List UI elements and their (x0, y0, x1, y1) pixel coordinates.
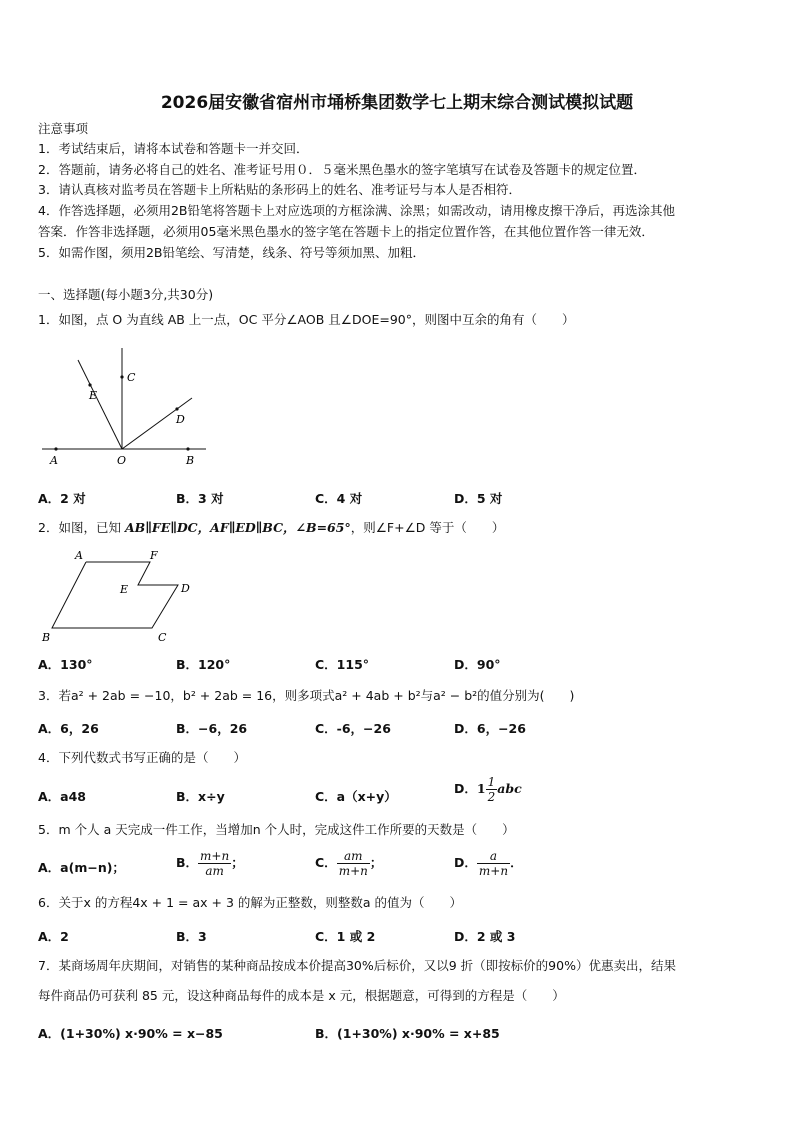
q4-option-a: A．a48 (38, 789, 87, 804)
point-label-e: E (120, 583, 129, 596)
point-label-e: E (89, 389, 98, 402)
q5-option-d-denominator: m+n (478, 864, 509, 878)
q5-option-a: A．a(m−n)； (38, 860, 125, 875)
q4-option-d-numerator: 1 (487, 775, 496, 789)
q5-option-c-label: C． (315, 855, 337, 870)
point-label-f: F (150, 549, 158, 562)
question-6: 6．关于x 的方程4x + 1 = ax + 3 的解为正整数，则整数a 的值为（ ） (38, 895, 463, 910)
notice-item: 1．考试结束后，请将本试卷和答题卡一并交回． (38, 141, 309, 156)
q4-option-d-tail: abc (497, 781, 522, 796)
q1-figure (38, 342, 213, 472)
q5-option-b-numerator: m+n (200, 849, 230, 863)
q6-option-c: C．1 或 2 (315, 929, 376, 944)
point-label-a: A (50, 454, 58, 467)
point-label-b: B (42, 631, 51, 644)
q5-option-d (454, 849, 523, 878)
question-5: 5．m 个人 a 天完成一件工作，当增加n 个人时，完成这件工作所要的天数是（ ） (38, 822, 515, 837)
q4-option-c: C．a（x+y） (315, 789, 397, 804)
point-label-c: C (158, 631, 167, 644)
q7-option-b: B．(1+30%) x·90% = x+85 (315, 1026, 500, 1041)
point-label-c: C (127, 371, 136, 384)
q2-option-c: C．115° (315, 657, 370, 672)
q7-option-a: A．(1+30%) x·90% = x−85 (38, 1026, 223, 1041)
q3-option-d: D．6，−26 (454, 721, 526, 736)
q6-option-d: D．2 或 3 (454, 929, 516, 944)
q5-option-c-numerator: am (337, 849, 370, 864)
question-2-suffix: ，则∠F+∠D 等于（ ） (350, 520, 505, 535)
q1-option-c: C．4 对 (315, 491, 363, 506)
q5-option-b-tail: ； (231, 855, 244, 870)
q2-figure (38, 545, 203, 645)
question-7-line-2: 每件商品仍可获利 85 元，设这种商品每件的成本是 x 元，根据题意，可得到的方程是（ ） (38, 988, 565, 1003)
q5-option-d-numerator: a (477, 849, 510, 864)
section-heading: 一、选择题(每小题3分,共30分) (38, 287, 214, 302)
notice-item: 2．答题前，请务必将自己的姓名、准考证号用０．５毫米黑色墨水的签字笔填写在试卷及答题卡的规定位置． (38, 162, 646, 177)
q5-option-c (315, 849, 382, 878)
notice-item: 5．如需作图，须用2B铅笔绘、写清楚，线条、符号等须加黑、加粗． (38, 245, 425, 260)
q2-option-d: D．90° (454, 657, 501, 672)
q2-option-b: B．120° (176, 657, 231, 672)
q1-option-b: B．3 对 (176, 491, 224, 506)
question-7-line-1: 7．某商场周年庆期间，对销售的某种商品按成本价提高30%后标价，又以9 折（即按标价的90%）优惠卖出，结果 (38, 958, 676, 973)
q2-option-a: A．130° (38, 657, 93, 672)
q4-option-d-label: D． (454, 781, 477, 796)
q4-option-d-denominator: 2 (487, 790, 496, 804)
question-2-prefix: 2．如图，已知 (38, 520, 125, 535)
point-label-d: D (176, 413, 185, 426)
notice-heading: 注意事项 (38, 121, 89, 136)
notice-item: 4．作答选择题，必须用2B铅笔将答题卡上对应选项的方框涂满、涂黑；如需改动，请用橡皮擦干净后，再选涂其他 (38, 203, 675, 218)
point-label-o: O (117, 454, 127, 467)
q3-option-b: B．−6，26 (176, 721, 248, 736)
q6-option-a: A．2 (38, 929, 69, 944)
q5-option-d-label: D． (454, 855, 477, 870)
q5-option-b (176, 849, 244, 878)
q1-option-a: A．2 对 (38, 491, 86, 506)
q5-option-c-tail: ； (369, 855, 383, 870)
question-3: 3．若a² + 2ab = −10，b² + 2ab = 16，则多项式a² + 4ab + b²与a² − b²的值分别为( ) (38, 688, 575, 703)
q5-option-b-label: B． (176, 855, 199, 870)
q4-option-b: B．x÷y (176, 789, 225, 804)
point-label-b: B (186, 454, 195, 467)
question-4: 4．下列代数式书写正确的是（ ） (38, 750, 246, 765)
q5-option-c-denominator: m+n (338, 864, 368, 878)
q1-option-d: D．5 对 (454, 491, 503, 506)
question-1: 1．如图，点 O 为直线 AB 上一点，OC 平分∠AOB 且∠DOE=90°，则图中互余的角有（ ） (38, 312, 575, 327)
point-label-d: D (181, 582, 190, 595)
question-2-condition: AB∥FE∥DC，AF∥ED∥BC，∠B=65° (124, 520, 351, 535)
point-label-a: A (75, 549, 83, 562)
q3-option-c: C．-6，−26 (315, 721, 391, 736)
notice-item: 3．请认真核对监考员在答题卡上所粘贴的条形码上的姓名、准考证号与本人是否相符． (38, 182, 521, 197)
q3-option-a: A．6，26 (38, 721, 99, 736)
q4-option-d-whole: 1 (476, 781, 486, 796)
notice-item: 答案．作答非选择题，必须用05毫米黑色墨水的签字笔在答题卡上的指定位置作答，在其他位置作答一律无效． (38, 224, 654, 239)
q6-option-b: B．3 (176, 929, 207, 944)
page-title: 2026届安徽省宿州市埇桥集团数学七上期末综合测试模拟试题 (160, 93, 634, 113)
q5-option-d-tail: ． (510, 855, 523, 870)
q4-option-d (454, 775, 522, 804)
q5-option-b-denominator: am (205, 864, 224, 878)
